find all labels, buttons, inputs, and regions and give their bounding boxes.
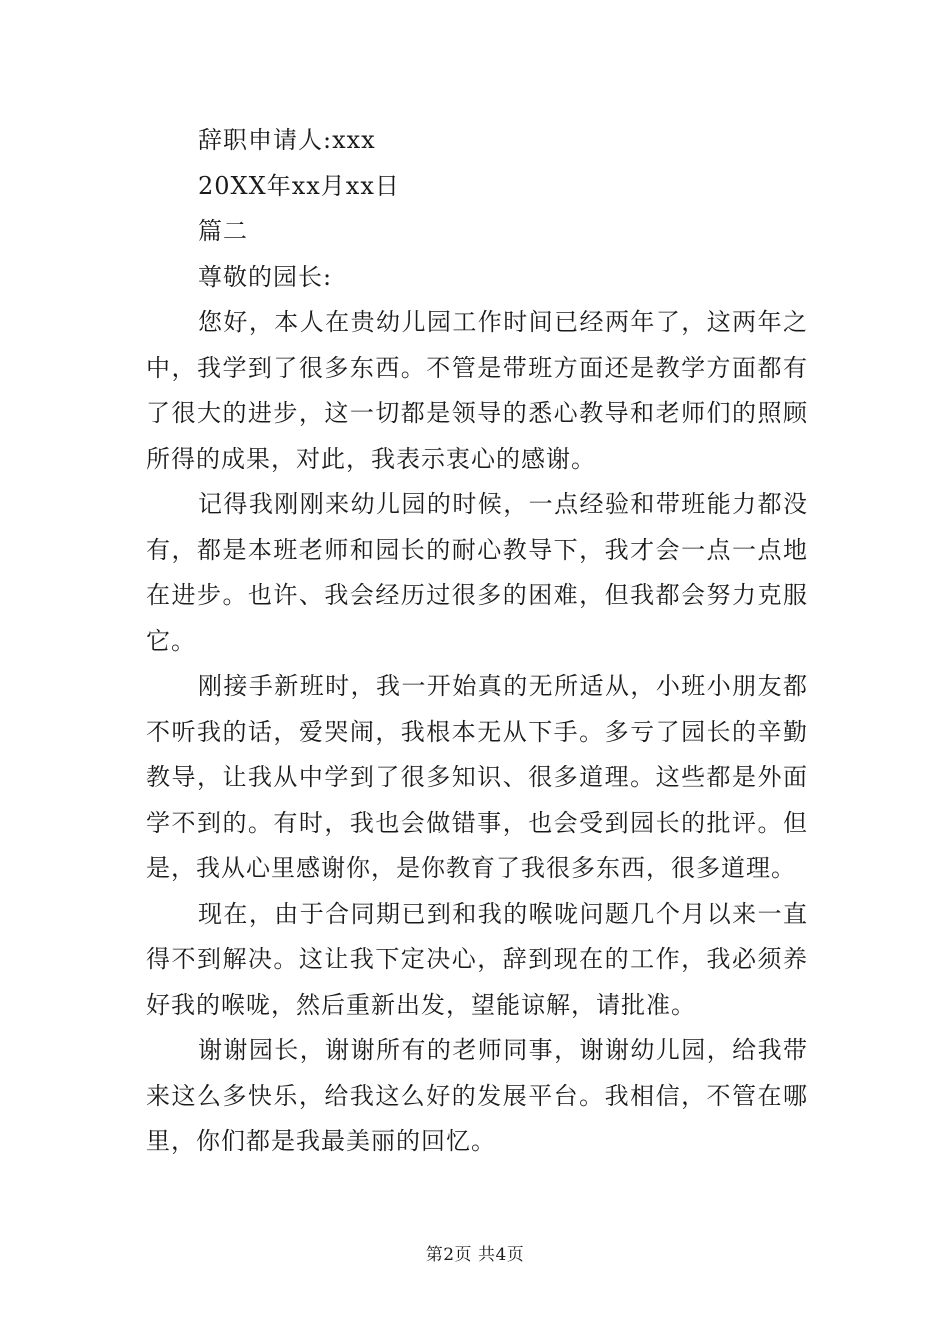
page-footer: [0, 1240, 950, 1265]
paragraph-thanks: 谢谢园长，谢谢所有的老师同事，谢谢幼儿园，给我带来这么多快乐，给我这么好的发展平台。我相信，不管在哪里，你们都是我最美丽的回忆。: [146, 1036, 808, 1155]
date-line: 20XX年xx月xx日: [198, 171, 400, 200]
paragraph-reason: 现在，由于合同期已到和我的喉咙问题几个月以来一直得不到解决。这让我下定决心，辞到现在的工作，我必须养好我的喉咙，然后重新出发，望能谅解，请批准。: [146, 899, 808, 1019]
section-title: 篇二: [198, 217, 248, 245]
signature-line: 辞职申请人:xxx: [198, 126, 376, 154]
paragraph-memory: 记得我刚刚来幼儿园的时候，一点经验和带班能力都没有，都是本班老师和园长的耐心教导下，我才会一点一点地在进步。也许、我会经历过很多的困难，但我都会努力克服它。: [146, 490, 808, 655]
paragraph-new-class: 刚接手新班时，我一开始真的无所适从，小班小朋友都不听我的话，爱哭闹，我根本无从下手。多亏了园长的辛勤教导，让我从中学到了很多知识、很多道理。这些都是外面学不到的。有时，我也会做错事，也会受到园长的批评。但是，我从心里感谢你，是你教育了我很多东西，很多道理。: [146, 672, 808, 882]
document-body: [146, 118, 808, 1165]
paragraph-greeting: 您好，本人在贵幼儿园工作时间已经两年了，这两年之中，我学到了很多东西。不管是带班方面还是教学方面都有了很大的进步，这一切都是领导的悉心教导和老师们的照顾所得的成果，对此，我表示衷心的感谢。: [146, 308, 808, 473]
page-number: 第2页 共4页: [425, 1245, 525, 1265]
salutation: 尊敬的园长:: [198, 262, 333, 291]
